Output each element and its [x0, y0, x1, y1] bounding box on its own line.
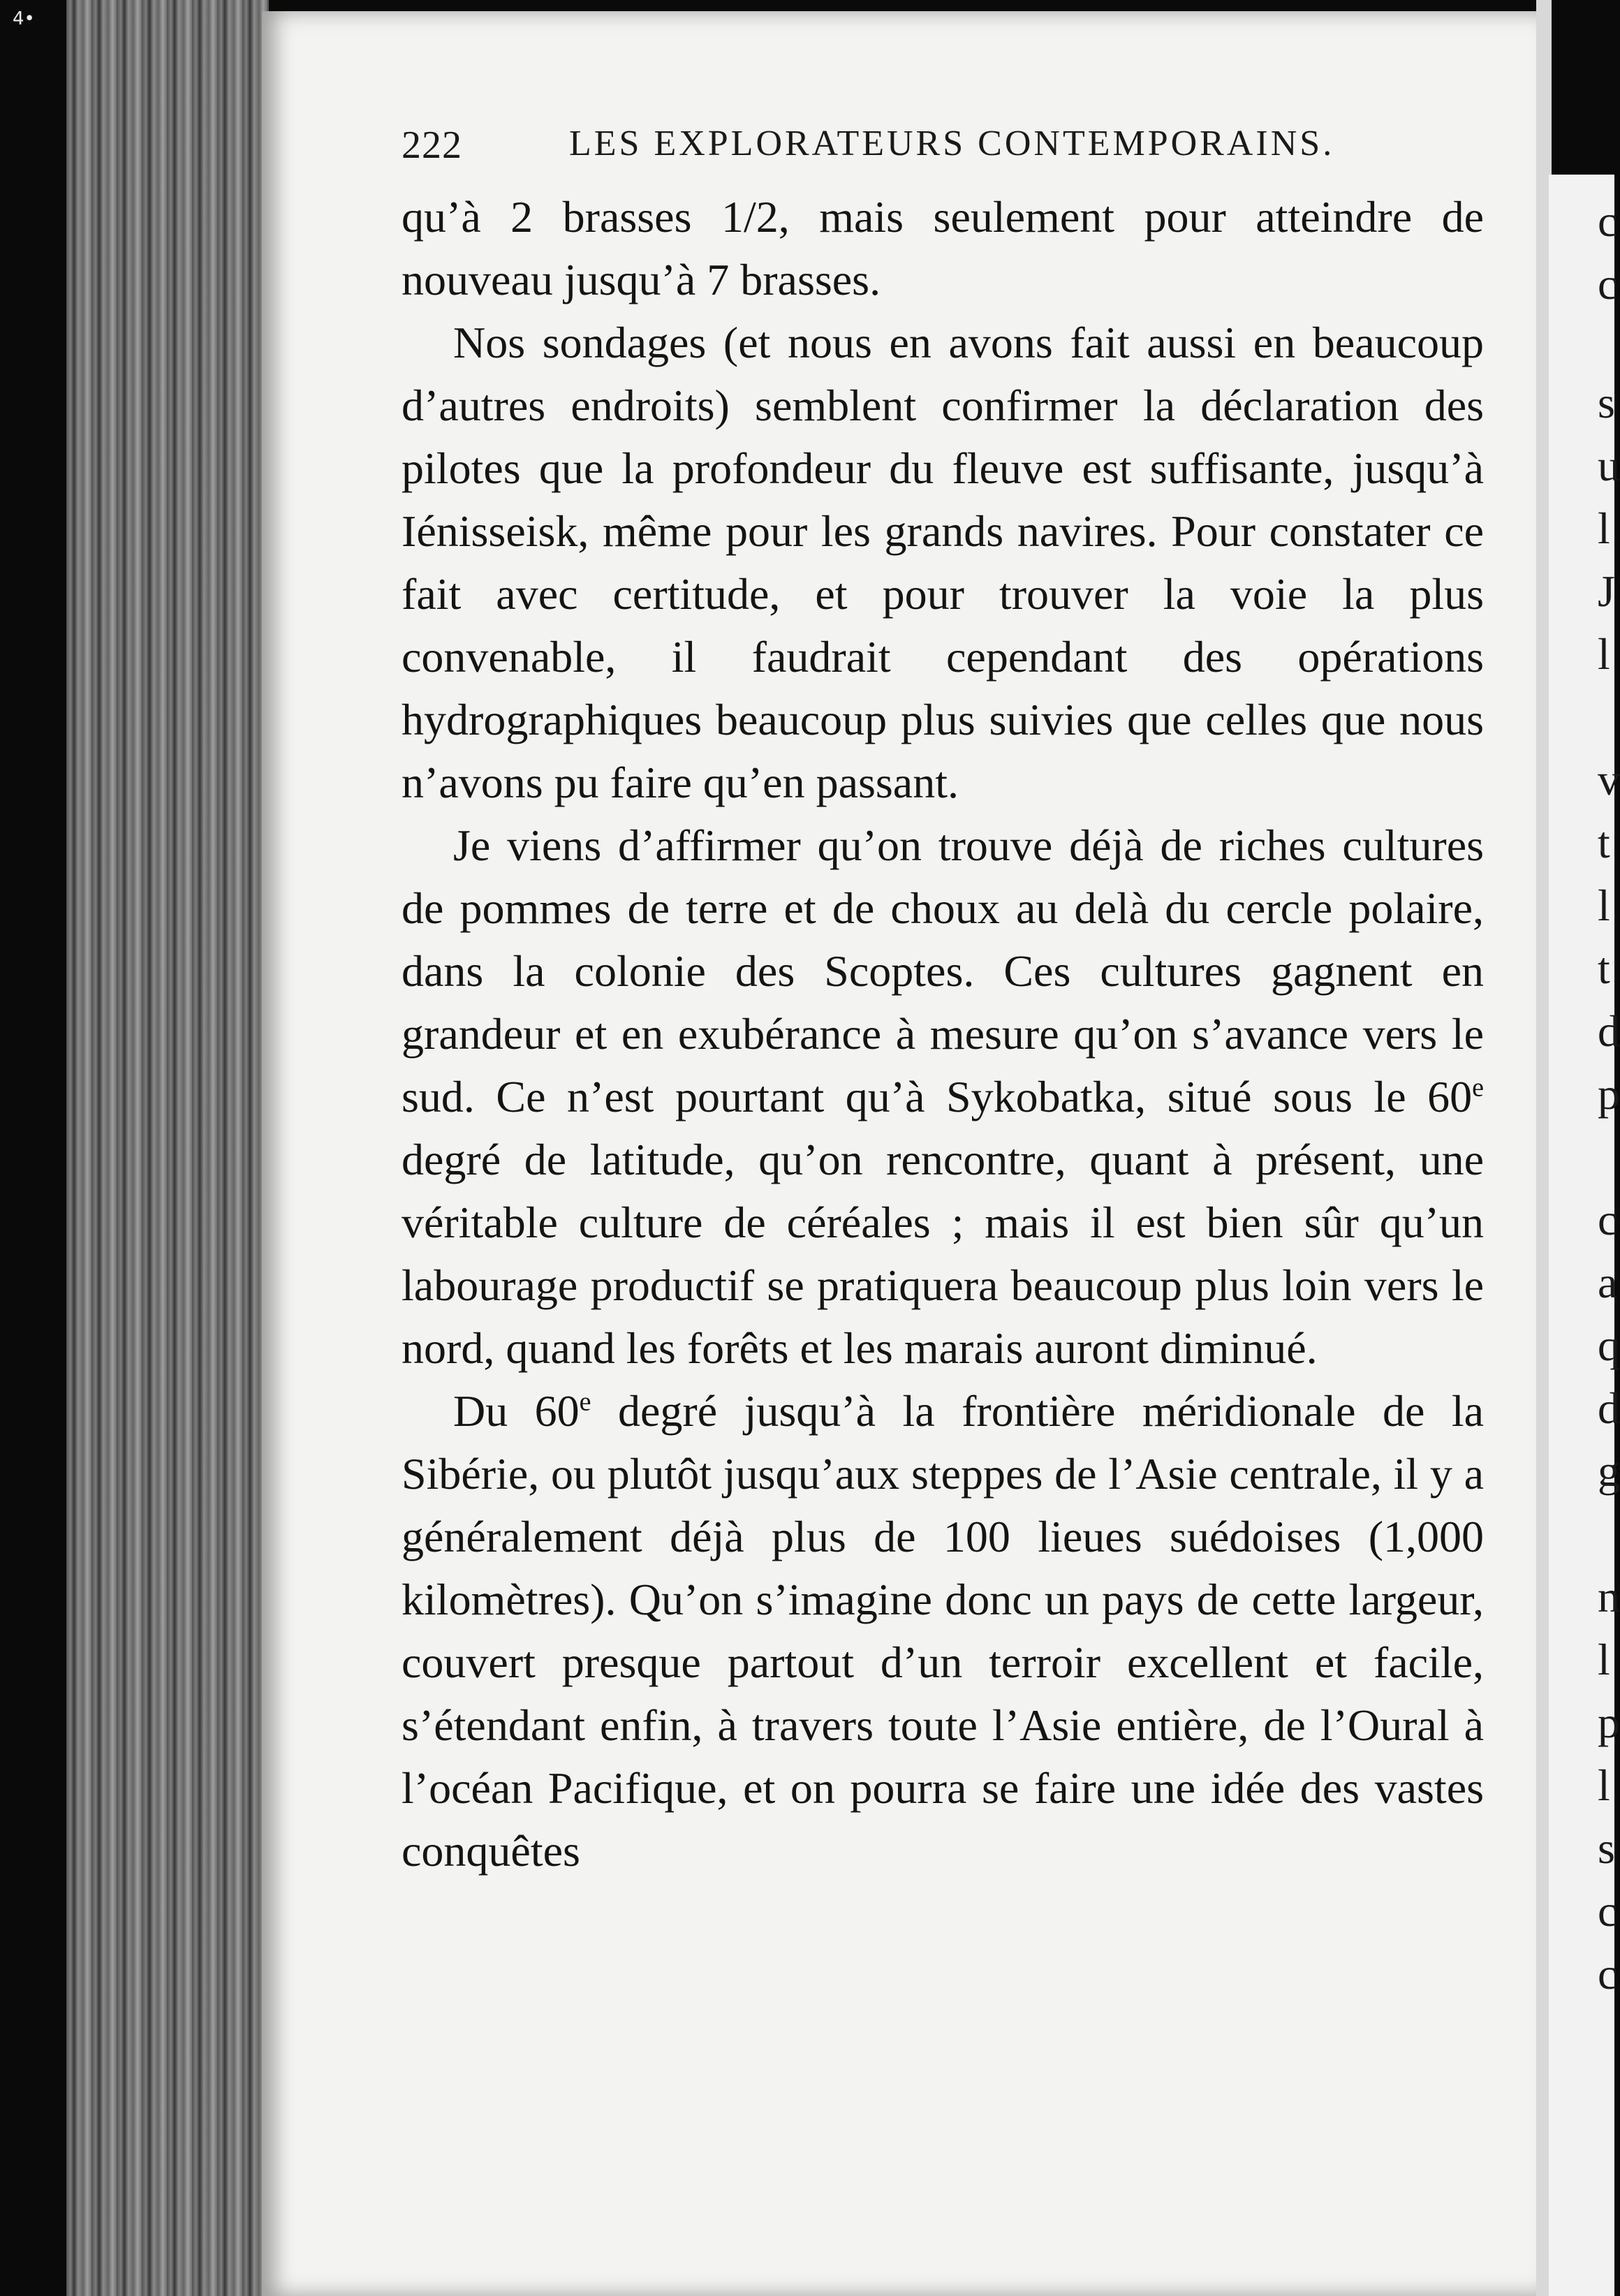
- margin-letter: n: [1598, 1572, 1620, 1621]
- margin-letter: p: [1598, 1698, 1620, 1747]
- page-number: 222: [402, 124, 462, 167]
- margin-letter: d: [1598, 1383, 1620, 1433]
- margin-letter: v: [1598, 755, 1620, 804]
- margin-letter: c: [1598, 196, 1618, 246]
- margin-letter: l: [1598, 1760, 1610, 1810]
- margin-letter: J: [1598, 566, 1615, 616]
- margin-letter: l: [1598, 881, 1610, 930]
- book-page: [262, 11, 1540, 2296]
- margin-letter: c: [1598, 1195, 1618, 1244]
- margin-letter: l: [1598, 629, 1610, 679]
- left-page-edges: [66, 0, 269, 2296]
- margin-letter: l: [1598, 1635, 1610, 1684]
- paragraph-2: Nos sondages (et nous en avons fait aussi en beaucoup d’autres endroits) semblent confirmer la déclaration des pilotes que la profondeur du fleuve est suffisante, jusqu’à Iénisseisk, même pour les grands navires. Pour constater ce fait avec certitude, et pour trouver la voie la plus convenable, il faudrait cependant des opérations hydrographiques beaucoup plus suivies que celles que nous n’avons pu faire qu’en passant.: [402, 318, 1484, 807]
- superscript: e: [579, 1387, 591, 1417]
- facing-page-fragment: [1549, 175, 1620, 2296]
- superscript: e: [1472, 1073, 1484, 1103]
- margin-letter: t: [1598, 943, 1610, 993]
- paragraph-1: qu’à 2 brasses 1/2, mais seulement pour atteindre de nouveau jusqu’à 7 brasses.: [402, 192, 1484, 304]
- body-text: [402, 186, 1484, 1883]
- margin-letter: t: [1598, 818, 1610, 867]
- margin-letter: c: [1598, 1886, 1618, 1936]
- margin-letter: c: [1598, 259, 1618, 309]
- corner-mark: 4•: [13, 8, 35, 29]
- running-head: LES EXPLORATEURS CONTEMPORAINS.: [569, 124, 1335, 163]
- paragraph-4: Du 60e degré jusqu’à la frontière méridionale de la Sibérie, ou plutôt jusqu’aux steppes de l’Asie centrale, il y a généralement déjà plus de 100 lieues suédoises (1,000 kilomètres). Qu’on s’imagine donc un pays de cette largeur, couvert presque partout d’un terroir excellent et facile, s’étendant enfin, à travers toute l’Asie entière, de l’Oural à l’océan Pacifique, et on pourra se faire une idée des vastes conquêtes: [402, 1386, 1484, 1876]
- margin-letter: d: [1598, 1006, 1620, 1056]
- margin-letter: s: [1598, 378, 1615, 427]
- paragraph-3: Je viens d’affirmer qu’on trouve déjà de riches cultures de pommes de terre et de choux au delà du cercle polaire, dans la colonie des Scoptes. Ces cultures gagnent en grandeur et en exubérance à mesure qu’on s’avance vers le sud. Ce n’est pourtant qu’à Sykobatka, situé sous le 60e degré de latitude, qu’on rencontre, quant à présent, une véritable culture de céréales ; mais il est bien sûr qu’un labourage productif se pratiquera beaucoup plus loin vers le nord, quand les forêts et les marais auront diminué.: [402, 820, 1484, 1373]
- margin-letter: u: [1598, 441, 1620, 490]
- margin-letter: g: [1598, 1446, 1620, 1496]
- margin-letter: c: [1598, 1949, 1618, 1999]
- margin-letter: q: [1598, 1320, 1620, 1370]
- margin-letter: p: [1598, 1069, 1620, 1119]
- margin-letter: l: [1598, 503, 1610, 553]
- margin-letter: s: [1598, 1823, 1615, 1873]
- margin-letter: a: [1598, 1258, 1618, 1307]
